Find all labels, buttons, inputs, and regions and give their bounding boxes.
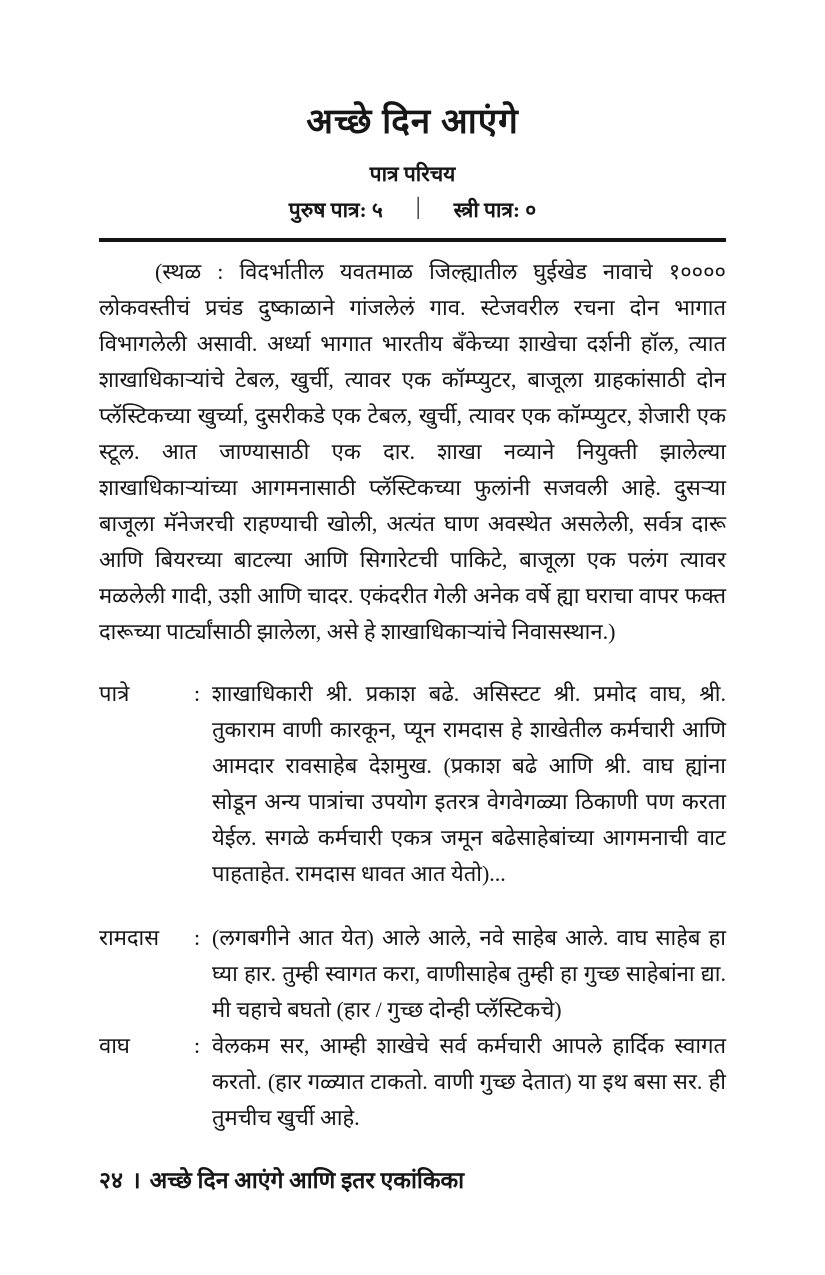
dialogue-row-wagh (99, 1028, 726, 1136)
dialogue-text: (लगबगीने आत येत) आले आले, नवे साहेब आले. वाघ साहेब हा घ्या हार. तुम्ही स्वागत करा, वाणीसाहेब तुम्ही हा गुच्छ साहेबांना द्या. मी चहाचे बघतो (हार / गुच्छ दोन्ही प्लॅस्टिकचे) (212, 925, 726, 1022)
dialogue-text: शाखाधिकारी श्री. प्रकाश बढे. असिस्टट श्री. प्रमोद वाघ, श्री. तुकाराम वाणी कारकून, प्यून रामदास हे शाखेतील कर्मचारी आणि आमदार रावसाहेब देशमुख. (प्रकाश बढे आणि श्री. वाघ ह्यांना सोडून अन्य पात्रांचा उपयोग इतरत्र वेगवेगळ्या ठिकाणी पण करता येईल. सगळे कर्मचारी एकत्र जमून बढेसाहेबांच्या आगमनाची वाट पाहताहेत. रामदास धावत आत येतो)... (212, 681, 726, 886)
vertical-divider: | (415, 194, 421, 220)
female-cast-count: स्त्री पात्र: ० (453, 198, 537, 222)
dialogue-row-cast (99, 676, 726, 892)
footer-divider: । (131, 1168, 141, 1193)
speaker-label: रामदास (99, 925, 160, 950)
speaker-colon: : (194, 1033, 201, 1058)
page-number: २४ (99, 1168, 123, 1193)
header-rule (99, 238, 726, 242)
page-footer (99, 1166, 726, 1196)
dialogue-text: वेलकम सर, आम्ही शाखेचे सर्व कर्मचारी आपले हार्दिक स्वागत करतो. (हार गळ्यात टाकतो. वाणी गुच्छ देतात) या इथ बसा सर. ही तुमचीच खुर्ची आहे. (212, 1033, 726, 1130)
speaker-colon: : (194, 925, 201, 950)
book-title: अच्छे दिन आएंगे आणि इतर एकांकिका (149, 1168, 465, 1193)
cast-intro-heading: पात्र परिचय (369, 162, 456, 186)
dialogue-row-ramdas (99, 920, 726, 1028)
stage-direction-paragraph: (स्थळ : विदर्भातील यवतमाळ जिल्ह्यातील घुईखेड नावाचे १०००० लोकवस्तीचं प्रचंड दुष्काळाने गांजलेलं गाव. स्टेजवरील रचना दोन भागात विभागलेली असावी. अर्ध्या भागात भारतीय बँकेच्या शाखेचा दर्शनी हॉल, त्यात शाखाधिकाऱ्यांचे टेबल, खुर्ची, त्यावर एक कॉम्प्युटर, बाजूला ग्राहकांसाठी दोन प्लॅस्टिकच्या खुर्च्या, दुसरीकडे एक टेबल, खुर्ची, त्यावर एक कॉम्प्युटर, शेजारी एक स्टूल. आत जाण्यासाठी एक दार. शाखा नव्याने नियुक्ती झालेल्या शाखाधिकाऱ्यांच्या आगमनासाठी प्लॅस्टिकच्या फुलांनी सजवली आहे. दुसऱ्या बाजूला मॅनेजरची राहण्याची खोली, अत्यंत घाण अवस्थेत असलेली, सर्वत्र दारू आणि बियरच्या बाटल्या आणि सिगारेटची पाकिटे, बाजूला एक पलंग त्यावर मळलेली गादी, उशी आणि चादर. एकंदरीत गेली अनेक वर्षे ह्या घराचा वापर फक्त दारूच्या पार्ट्यांसाठी झालेला, असे हे शाखाधिकाऱ्यांचे निवासस्थान.) (99, 259, 726, 644)
speaker-label: वाघ (99, 1033, 130, 1058)
cast-counts-line (99, 196, 726, 224)
play-title: अच्छे दिन आएंगे (306, 102, 519, 141)
speaker-label: पात्रे (99, 681, 130, 706)
speaker-colon: : (194, 681, 201, 706)
male-cast-count: पुरुष पात्र: ५ (288, 198, 383, 222)
